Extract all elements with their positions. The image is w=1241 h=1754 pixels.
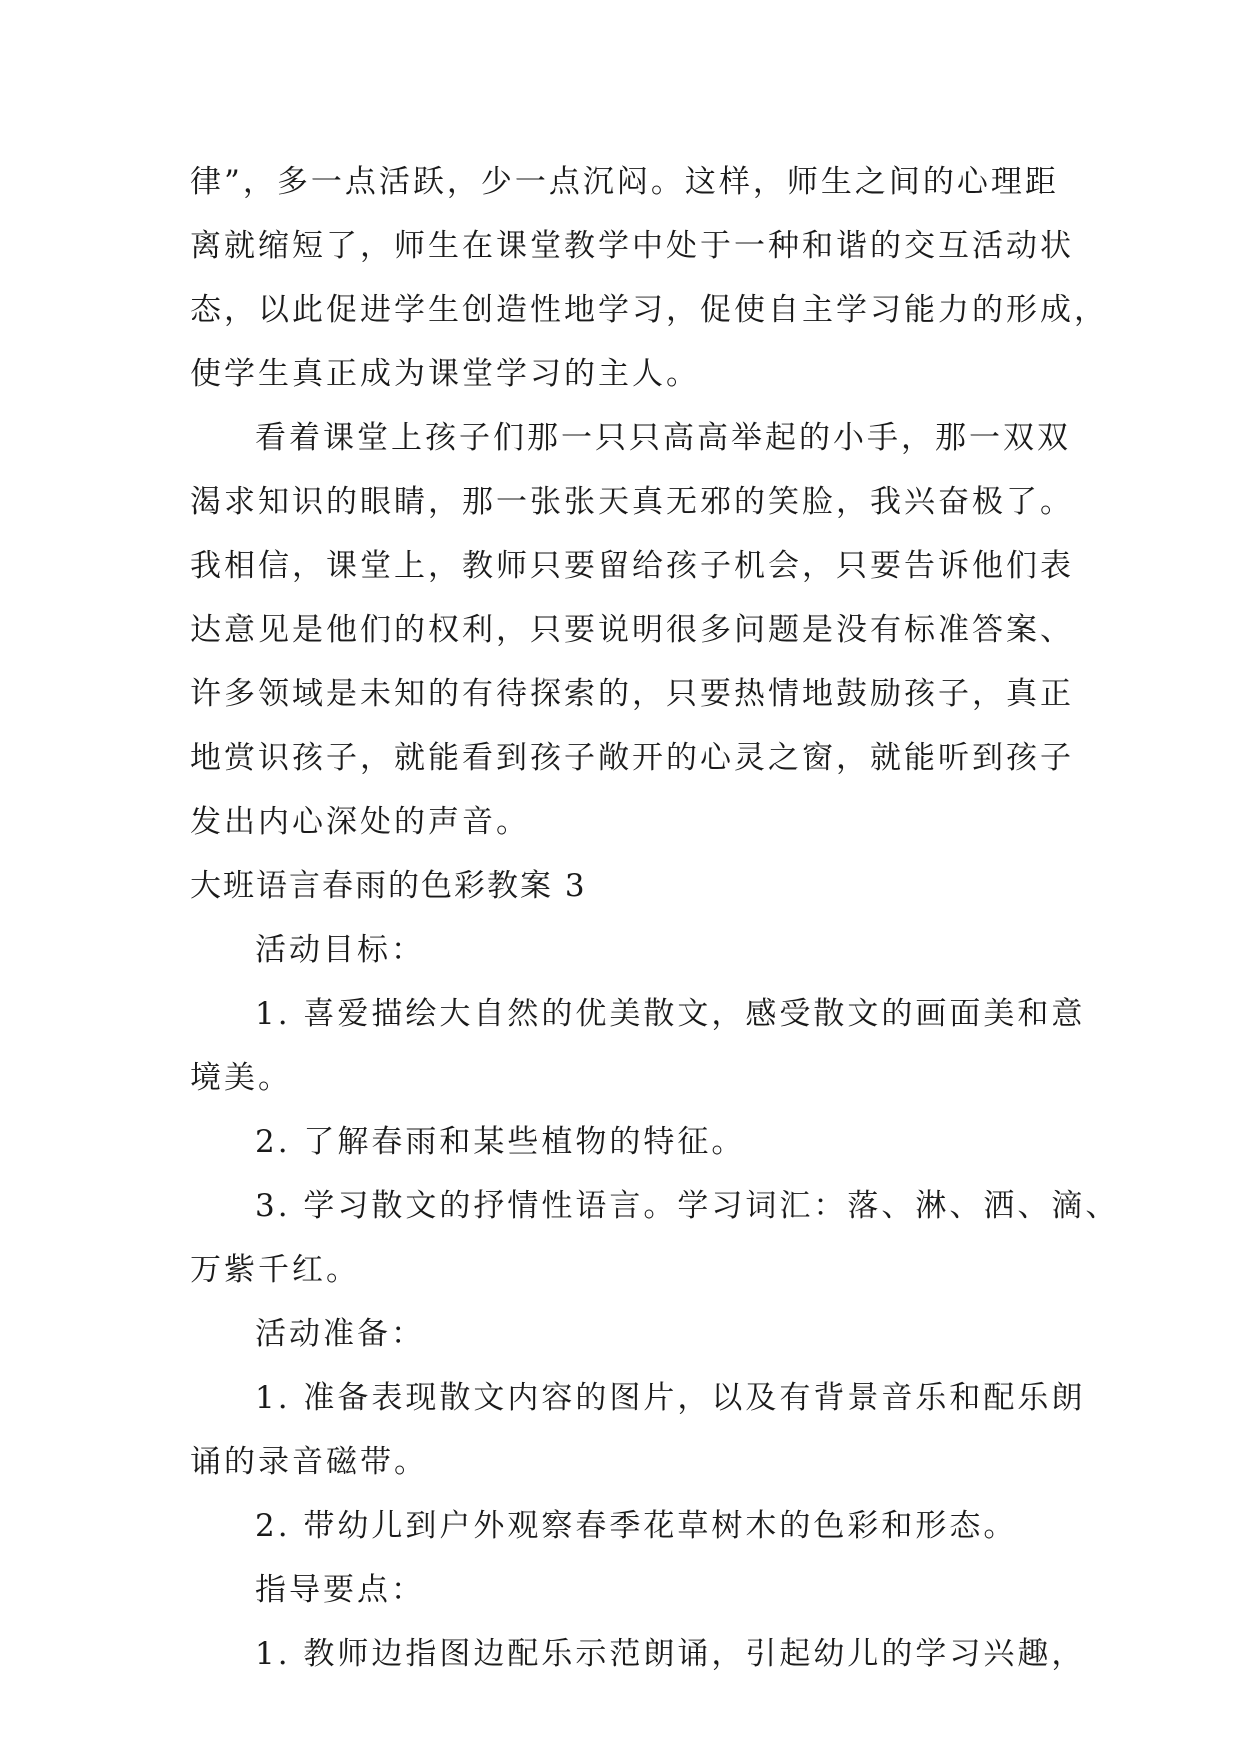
list-item: 3. 学习散文的抒情性语言。学习词汇：落、淋、洒、滴、 xyxy=(255,1188,1120,1224)
text-line: 达意见是他们的权利，只要说明很多问题是没有标准答案、 xyxy=(190,612,1074,648)
text-line: 律”，多一点活跃，少一点沉闷。这样，师生之间的心理距 xyxy=(190,164,1059,200)
list-item: 1. 教师边指图边配乐示范朗诵，引起幼儿的学习兴趣， xyxy=(255,1636,1086,1672)
text-line: 渴求知识的眼睛，那一张张天真无邪的笑脸，我兴奋极了。 xyxy=(190,484,1074,520)
subsection-label: 活动准备： xyxy=(255,1316,425,1352)
section-heading: 大班语言春雨的色彩教案 3 xyxy=(190,868,587,904)
text-line: 诵的录音磁带。 xyxy=(190,1444,428,1480)
text-line: 使学生真正成为课堂学习的主人。 xyxy=(190,356,700,392)
text-line: 看着课堂上孩子们那一只只高高举起的小手，那一双双 xyxy=(255,420,1071,456)
list-item: 2. 带幼儿到户外观察春季花草树木的色彩和形态。 xyxy=(255,1508,1018,1544)
text-line: 离就缩短了，师生在课堂教学中处于一种和谐的交互活动状 xyxy=(190,228,1074,264)
text-line: 态，以此促进学生创造性地学习，促使自主学习能力的形成， xyxy=(190,292,1108,328)
list-item: 1. 喜爱描绘大自然的优美散文，感受散文的画面美和意 xyxy=(255,996,1086,1032)
text-line: 境美。 xyxy=(190,1060,292,1096)
text-line: 我相信，课堂上，教师只要留给孩子机会，只要告诉他们表 xyxy=(190,548,1074,584)
subsection-label: 指导要点： xyxy=(255,1572,425,1608)
text-line: 发出内心深处的声音。 xyxy=(190,804,530,840)
subsection-label: 活动目标： xyxy=(255,932,425,968)
text-line: 地赏识孩子，就能看到孩子敞开的心灵之窗，就能听到孩子 xyxy=(190,740,1074,776)
text-line: 万紫千红。 xyxy=(190,1252,360,1288)
text-line: 许多领域是未知的有待探索的，只要热情地鼓励孩子，真正 xyxy=(190,676,1074,712)
list-item: 1. 准备表现散文内容的图片，以及有背景音乐和配乐朗 xyxy=(255,1380,1086,1416)
list-item: 2. 了解春雨和某些植物的特征。 xyxy=(255,1124,746,1160)
document-body xyxy=(190,150,1120,1686)
